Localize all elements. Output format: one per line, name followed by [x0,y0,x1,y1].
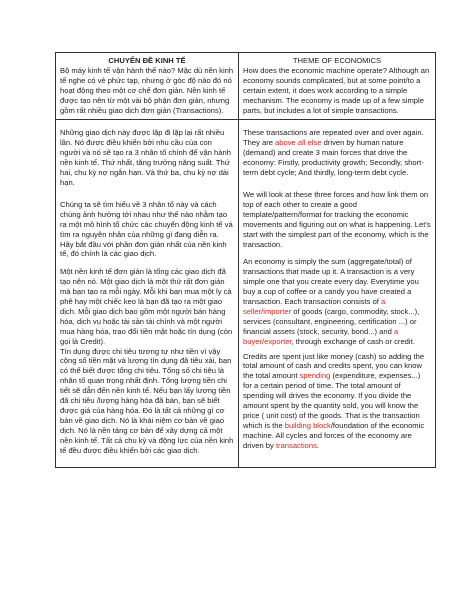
bilingual-table [55,52,436,468]
english-cell [239,53,436,120]
vietnamese-heading: CHUYỂN ĐỀ KINH TẾ [108,56,186,65]
highlighted-term: a buyer/exporter [243,326,399,346]
vietnamese-paragraph: Những giao dịch này được lặp đi lặp lại rất nhiều lần. Nó được điều khiển bởi nhu cầu của con người và nó sẽ tạo ra 3 nhân tố chính để vận hành nền kinh tế. Thứ nhất, tăng trưởng năng suất. Thứ hai, chu kỳ nợ ngắn hạn. Và thứ ba, chu kỳ nợ dài hạn. [60,128,231,187]
english-paragraph: We will look at these three forces and how link them on top of each other to create a good template/pattern/format for tracking the economic movements and figuring out on what is happening. Let's start with the simplest part of the economy, which is the transaction. [243,189,431,249]
vietnamese-paragraph: Bộ máy kinh tế vận hành thế nào? Mặc dù nền kinh tế nghe có vẻ phức tạp, nhưng ở góc độ nào đó nó hoạt động theo một cơ chế đơn giản. Nền kinh tế được tạo nên từ một vài bộ phận đơn giản, nhưng gồm rất nhiều giao dịch đơn giản (Transactions). [60,65,234,115]
english-paragraph: Credits are spent just like money (cash) so adding the total amount of cash and credits spent, you can know the total amount spending (expenditure, expenses...) for a certain period of time. The total amount of spending will drives the economy. If you divide the amount spent by the quantity sold, you will know the price ( unit cost) of the goods. That is the transaction which is the building block/foundation of the economic machine. All cycles and forces of the economy are driven by transactions. [243,351,425,450]
vietnamese-cell [56,120,239,467]
highlighted-term: building block [284,420,331,430]
vietnamese-paragraph: Một nền kinh tế đơn giản là tổng các giao dịch đã tạo nên nó. Một giao dịch là một thứ rất đơn giản mà bạn tạo ra mỗi ngày. Mỗi khi bạn mua một ly cà phê hay một chiếc keo là bạn đã tạo ra một giao dịch. Mỗi giao dịch bao gồm một người bán hàng hóa, dịch vụ hoặc tài sản tài chính và một người mua hàng hóa, trao đổi tiền mặt hoặc tín dụng (còn gọi là Credit). [60,267,233,346]
vietnamese-paragraph: Chúng ta sẽ tìm hiểu về 3 nhân tố này và cách chúng ảnh hưởng tới nhau như thế nào nhằm tạo ra một mô hình tổ chức các chuyển động kinh tế và tìm ra nguyên nhân của những gì đang diễn ra. Hãy bắt đầu với phần đơn giản nhất của nền kinh tế, đó chính là các giao dịch. [60,199,233,259]
vietnamese-cell [56,53,239,120]
english-paragraph: How does the economic machine operate? Although an economy sounds complicated, but at some point/to a certain extent, it does work according to a simple mechanism. The economy is made up of a few simple parts, but includes a lot of simple transactions. [243,65,430,115]
english-paragraph: An economy is simply the sum (aggregate/total) of transactions that made up it. A transaction is a very simple one that you create every day. Everytime you buy a cup of coffee or a candy you have created a transaction. Each transaction consists of a seller/importer of goods (cargo, commodity, stock...), services (consultant, engineering, certification ...) or financial assets (stock, security, bond...) and a buyer/exporter, through exchange of cash or credit. [243,257,420,346]
highlighted-term: transactions [275,440,317,450]
table-row [56,120,436,467]
table-row [56,53,436,120]
highlighted-term: above all else [275,138,322,148]
english-cell [239,120,436,467]
english-paragraph: These transactions are repeated over and over again. They are above all else driven by human nature (demand) and create 3 main forces that drive the economy: Firstly, productivity growth; Secondly, short-term debt cycle; And thirdly, long-term debt cycle. [243,128,424,178]
vietnamese-paragraph: Tín dụng được chi tiêu tương tự như tiền vì vậy cộng số tiền mặt và lượng tín dụng đã tiêu xài, bạn có thể biết được tổng chi tiêu. Tổng số chi tiêu là nhân tố quan trọng nhất định. Tổng lượng tiền chi tiết sẽ dẫn đến nền kinh tế. Nếu bạn lấy lượng tiền đã chi tiêu /lượng hàng hóa đã bán, bạn sẽ biết được giá của hàng hóa. Đó là tất cả những gì cơ bản về giao dịch. Nó là khái niệm cơ bản về giao dịch. Nó là nền tảng cơ bản để xây dựng cả một nền kinh tế. Tất cả chu kỳ và động lực của nền kinh tế đều được điều khiển bởi các giao dịch. [60,346,234,455]
highlighted-term: a seller/importer [243,297,386,316]
english-heading: THEME OF ECONOMICS [292,56,382,65]
highlighted-term: spending [299,371,331,381]
